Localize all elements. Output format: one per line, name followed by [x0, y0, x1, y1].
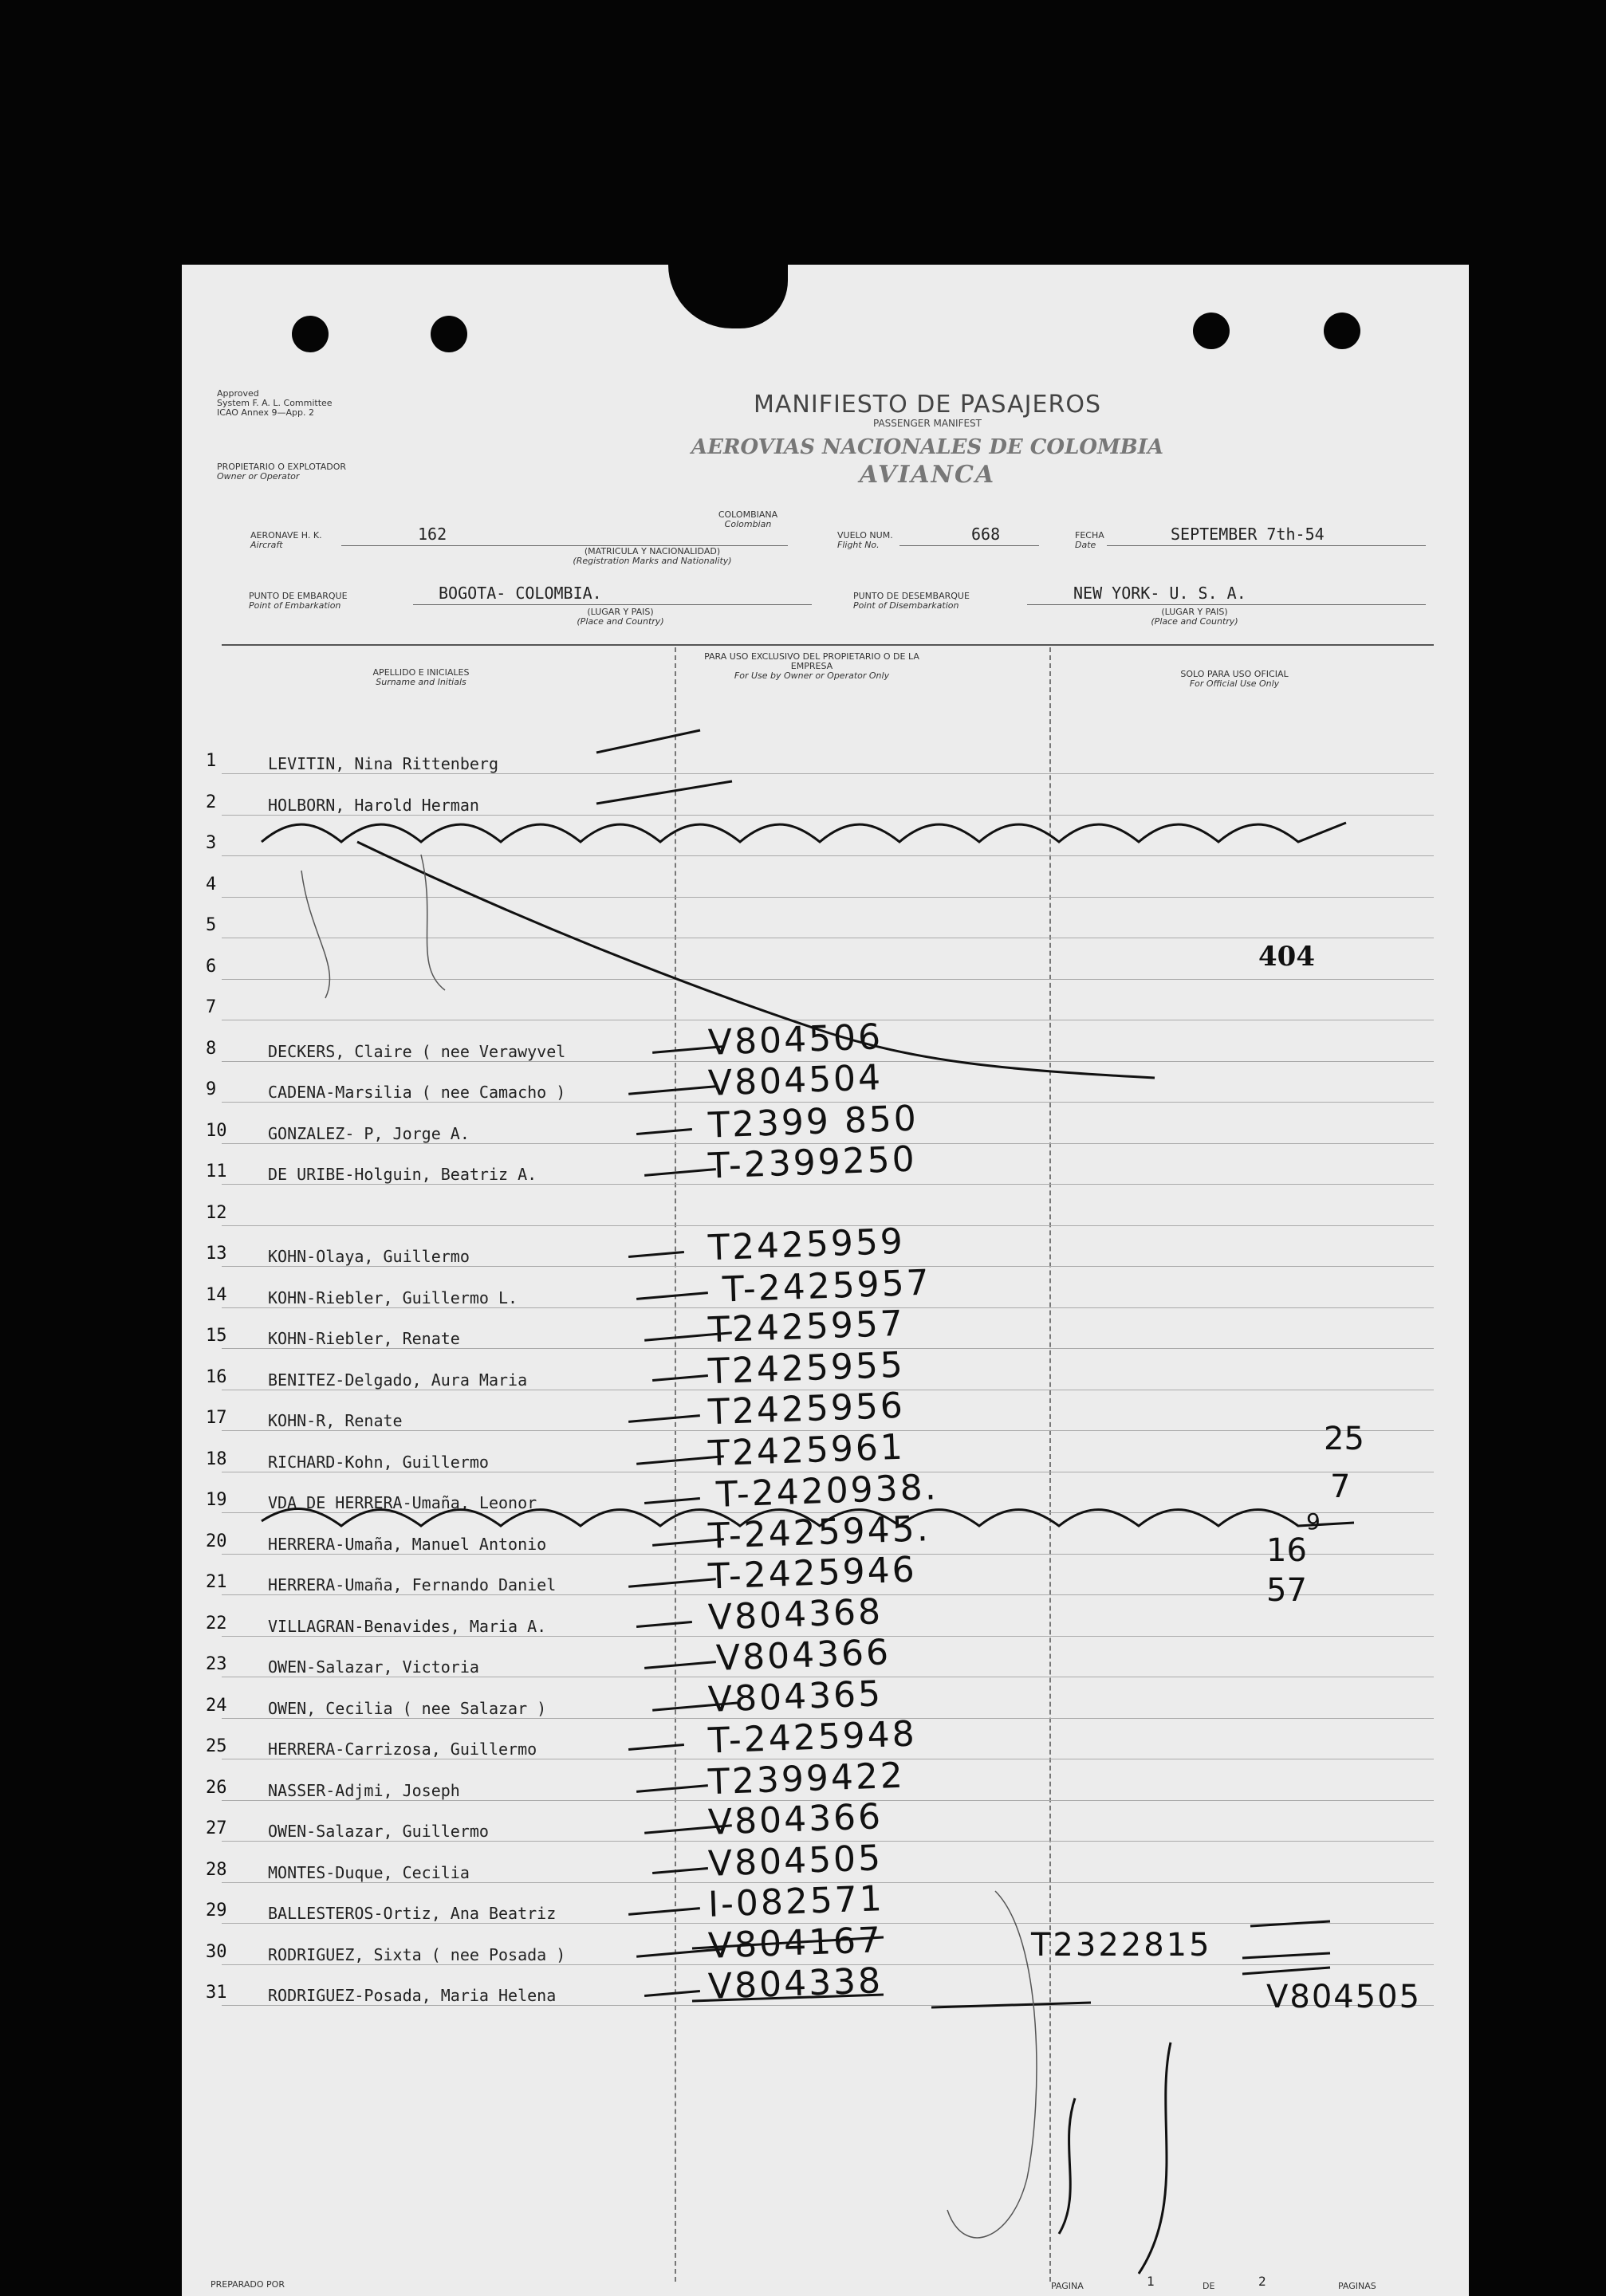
disembark-place-label: (LUGAR Y PAIS) (Place and Country)	[1151, 607, 1238, 627]
ticket-number: T2425956	[707, 1385, 906, 1433]
ticket-number: V804365	[707, 1673, 884, 1720]
official-count-18: 9	[1306, 1508, 1321, 1535]
passenger-name: BENITEZ-Delgado, Aura Maria	[268, 1370, 528, 1390]
flight-label: VUELO NUM. Flight No.	[837, 530, 893, 550]
passenger-name: LEVITIN, Nina Rittenberg	[268, 754, 498, 773]
passenger-name: KOHN-Olaya, Guillermo	[268, 1247, 470, 1266]
ticket-number: V804366	[715, 1632, 892, 1679]
passenger-name: MONTES-Duque, Cecilia	[268, 1862, 470, 1882]
ticket-number: T-2425948	[707, 1713, 918, 1762]
ticket-number: V804505	[707, 1837, 884, 1885]
passenger-name: GONZALEZ- P, Jorge A.	[268, 1123, 470, 1143]
passenger-name: NASSER-Adjmi, Joseph	[268, 1780, 460, 1800]
ticket-number: T2399 850	[707, 1097, 919, 1146]
passenger-name: DECKERS, Claire ( nee Verawyvel	[268, 1041, 566, 1061]
date-label: FECHA Date	[1075, 530, 1104, 550]
airline-short: AVIANCA	[859, 461, 996, 489]
ticket-number: V804368	[707, 1590, 884, 1638]
row-number: 9	[206, 1079, 217, 1099]
embark-place-label: (LUGAR Y PAIS) (Place and Country)	[577, 607, 664, 627]
passenger-name: VILLAGRAN-Benavides, Maria A.	[268, 1616, 547, 1636]
row-number: 5	[206, 915, 217, 935]
embark-label: PUNTO DE EMBARQUE Point of Embarkation	[249, 591, 348, 611]
row-number: 27	[206, 1818, 227, 1838]
airline-name: AEROVIAS NACIONALES DE COLOMBIA	[691, 435, 1164, 459]
disembark-label: PUNTO DE DESEMBARQUE Point of Disembarkation	[853, 591, 970, 611]
passenger-name: HERRERA-Carrizosa, Guillermo	[268, 1740, 537, 1759]
row-number: 16	[206, 1366, 227, 1387]
aircraft-value: 162	[418, 525, 447, 544]
row-number: 11	[206, 1162, 227, 1181]
page-label: PAGINA	[1051, 2281, 1084, 2291]
passenger-name: OWEN-Salazar, Victoria	[268, 1657, 479, 1677]
row-number: 24	[206, 1695, 227, 1716]
aircraft-label: AERONAVE H. K. Aircraft	[250, 530, 322, 550]
of-label: DE	[1203, 2281, 1215, 2291]
passenger-name: KOHN-Riebler, Guillermo L.	[268, 1288, 518, 1307]
pages-label: PAGINAS	[1338, 2281, 1376, 2291]
date-value: SEPTEMBER 7th-54	[1171, 525, 1325, 544]
passenger-name: KOHN-R, Renate	[268, 1411, 403, 1430]
row-number: 12	[206, 1202, 227, 1223]
passenger-name: HERRERA-Umaña, Fernando Daniel	[268, 1575, 557, 1594]
passenger-name: HOLBORN, Harold Herman	[268, 795, 479, 815]
passenger-name: KOHN-Riebler, Renate	[268, 1329, 460, 1348]
ticket-number: T2425961	[707, 1426, 906, 1474]
ticket-number: T-2425946	[707, 1549, 918, 1598]
col-operator-header: PARA USO EXCLUSIVO DEL PROPIETARIO O DE LA EMPRESA For Use by Owner or Operator Only	[704, 651, 919, 681]
approval-note: Approved System F. A. L. Committee ICAO Annex 9—App. 2	[217, 388, 333, 418]
col-official-header: SOLO PARA USO OFICIAL For Official Use Only	[1180, 669, 1289, 689]
row-number: 1	[206, 751, 217, 771]
row-number: 28	[206, 1859, 227, 1880]
row-number: 22	[206, 1613, 227, 1634]
passenger-name: OWEN, Cecilia ( nee Salazar )	[268, 1698, 547, 1718]
registration-label: (MATRICULA Y NACIONALIDAD) (Registration Marks and Nationality)	[573, 546, 732, 566]
passenger-name: DE URIBE-Holguin, Beatriz A.	[268, 1165, 537, 1184]
ticket-number: V804504	[707, 1057, 884, 1104]
row-number: 29	[206, 1901, 227, 1921]
manifest-title-en: PASSENGER MANIFEST	[872, 418, 982, 429]
flight-value: 668	[971, 525, 1001, 544]
col-surname-header: APELLIDO E INICIALES Surname and Initials	[372, 667, 470, 687]
row-number: 15	[206, 1326, 227, 1346]
ticket-number: I-082571	[707, 1878, 885, 1925]
ticket-number: T-2425945.	[707, 1508, 931, 1557]
passenger-name: VDA DE HERRERA-Umaña, Leonor	[268, 1493, 537, 1512]
official-count-16: 25	[1324, 1421, 1364, 1457]
nationality-top: COLOMBIANA Colombian	[718, 509, 778, 529]
row-number: 25	[206, 1736, 227, 1756]
ticket-number: V804338	[707, 1960, 884, 2007]
passenger-name: RODRIGUEZ-Posada, Maria Helena	[268, 1986, 557, 2005]
page-value: 1	[1147, 2274, 1155, 2289]
row-number: 23	[206, 1654, 227, 1674]
ticket-number: T2425955	[707, 1344, 906, 1392]
row-number: 14	[206, 1284, 227, 1305]
official-count-19: 16	[1266, 1532, 1307, 1569]
row-number: 31	[206, 1983, 227, 2003]
prepared-label: PREPARADO POR	[211, 2279, 285, 2290]
embark-value: BOGOTA- COLOMBIA.	[439, 584, 602, 603]
passenger-name: OWEN-Salazar, Guillermo	[268, 1822, 489, 1841]
disembark-value: NEW YORK- U. S. A.	[1073, 584, 1246, 603]
manifest-page	[182, 265, 1469, 2296]
owner-label: PROPIETARIO O EXPLOTADOR Owner or Operator	[217, 462, 347, 482]
ticket-number: V804366	[707, 1796, 884, 1843]
passenger-name: RODRIGUEZ, Sixta ( nee Posada )	[268, 1944, 566, 1964]
row-number: 20	[206, 1531, 227, 1551]
row-number: 26	[206, 1777, 227, 1798]
row-number: 6	[206, 956, 217, 977]
passenger-name: HERRERA-Umaña, Manuel Antonio	[268, 1534, 547, 1554]
ticket-number: T2425957	[707, 1303, 906, 1351]
official-count-17: 7	[1330, 1468, 1351, 1505]
row-number: 17	[206, 1408, 227, 1428]
row-number: 18	[206, 1449, 227, 1469]
row-number: 4	[206, 874, 217, 894]
row-number: 19	[206, 1490, 227, 1510]
row-number: 13	[206, 1244, 227, 1264]
row-number: 30	[206, 1941, 227, 1962]
ticket-number: T-2420938.	[715, 1467, 939, 1516]
row-number: 2	[206, 792, 217, 812]
row-number: 10	[206, 1120, 227, 1141]
stamp-number: 404	[1258, 941, 1315, 973]
extra-ticket-28: V804505	[1266, 1979, 1422, 2015]
ticket-number: T-2425957	[722, 1261, 932, 1311]
ticket-number: T-2399250	[707, 1138, 918, 1187]
row-number: 8	[206, 1038, 217, 1059]
ticket-number: V804167	[707, 1919, 884, 1967]
row-number: 3	[206, 833, 217, 853]
ink-strokes	[182, 265, 1469, 2296]
row-number: 21	[206, 1572, 227, 1592]
ticket-number: T2425959	[707, 1221, 906, 1269]
manifest-title: MANIFIESTO DE PASAJEROS	[754, 391, 1101, 419]
passenger-name: CADENA-Marsilia ( nee Camacho )	[268, 1083, 566, 1102]
ticket-number: T2399422	[707, 1755, 906, 1803]
total-pages-value: 2	[1258, 2274, 1266, 2289]
official-count-20: 57	[1266, 1572, 1307, 1609]
passenger-name: BALLESTEROS-Ortiz, Ana Beatriz	[268, 1904, 557, 1923]
passenger-name: RICHARD-Kohn, Guillermo	[268, 1452, 489, 1472]
ticket-number: V804506	[707, 1016, 884, 1063]
extra-ticket-27: T2322815	[1031, 1927, 1212, 1964]
row-number: 7	[206, 997, 217, 1017]
